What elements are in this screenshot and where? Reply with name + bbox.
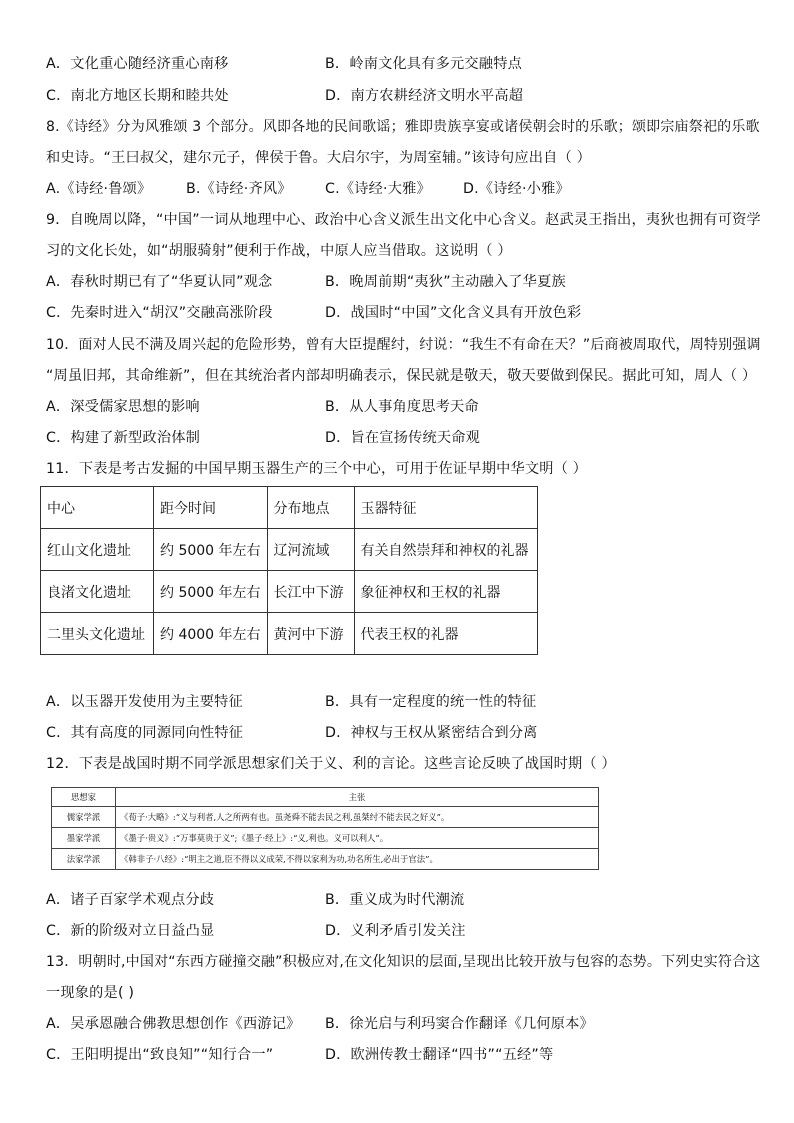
jade-centers-table (40, 486, 538, 655)
q8-stem-line2: 和史诗。“王曰叔父，建尔元子，俾侯于鲁。大启尔宇，为周室辅。”该诗句应出自（ ） (46, 150, 592, 166)
q12-option-a: A．诸子百家学术观点分歧 (46, 892, 215, 908)
q10-stem-line2: “周虽旧邦，其命维新”，但在其统治者内部却明确表示，保民就是敬天，敬天要做到保民。据此可知，周人（ ） (46, 368, 757, 384)
table-row (41, 529, 538, 571)
table-cell: 约 5000 年左右 (154, 529, 268, 571)
table-cell: 儒家学派 (52, 807, 116, 828)
q10-option-d: D．旨在宣扬传统天命观 (325, 430, 481, 446)
q10-stem-line1: 10．面对人民不满及周兴起的危险形势，曾有大臣提醒纣，纣说：“我生不有命在天？”后商被周取代，周特别强调 (46, 337, 761, 353)
table-cell: 二里头文化遗址 (41, 613, 154, 655)
table-cell: 有关自然崇拜和神权的礼器 (354, 529, 537, 571)
table-row (41, 613, 538, 655)
table-cell: 黄河中下游 (267, 613, 354, 655)
table-cell: 约 5000 年左右 (154, 571, 268, 613)
q9-stem-line1: 9．自晚周以降，“中国”一词从地理中心、政治中心含义派生出文化中心含义。赵武灵王指出，夷狄也拥有可资学 (46, 212, 761, 228)
yi-li-quotes-table (51, 787, 599, 870)
q13-option-d: D．欧洲传教士翻译“四书”“五经”等 (325, 1047, 554, 1063)
table-cell: 辽河流域 (267, 529, 354, 571)
q11-option-b: B．具有一定程度的统一性的特征 (325, 694, 537, 710)
q12-stem: 12．下表是战国时期不同学派思想家们关于义、利的言论。这些言论反映了战国时期（ ） (46, 756, 616, 772)
table-row (41, 571, 538, 613)
q7-option-b: B．岭南文化具有多元交融特点 (325, 56, 522, 72)
table-header-cell: 玉器特征 (354, 487, 537, 529)
table-header-cell: 距今时间 (154, 487, 268, 529)
q13-stem-line1: 13．明朝时,中国对“东西方碰撞交融”积极应对,在文化知识的层面,呈现出比较开放与包容的态势。下列史实符合这 (46, 954, 761, 970)
q8-option-b: B.《诗经·齐风》 (186, 181, 292, 197)
q7-option-d: D．南方农耕经济文明水平高超 (325, 88, 524, 104)
table-cell: 约 4000 年左右 (154, 613, 268, 655)
q9-option-b: B．晚周前期“夷狄”主动融入了华夏族 (325, 274, 566, 290)
q11-option-a: A．以玉器开发使用为主要特征 (46, 694, 243, 710)
table-cell: 象征神权和王权的礼器 (354, 571, 537, 613)
table-row (52, 828, 599, 849)
table-row (52, 807, 599, 828)
q11-stem: 11．下表是考古发掘的中国早期玉器生产的三个中心，可用于佐证早期中华文明（ ） (46, 461, 588, 477)
table-cell: 法家学派 (52, 849, 116, 870)
table-cell: 红山文化遗址 (41, 529, 154, 571)
table-cell: 良渚文化遗址 (41, 571, 154, 613)
table-cell: 《韩非子·八经》:“明主之道,臣不得以义成荣,不得以家利为功,功名所生,必出于官法”。 (116, 849, 599, 870)
q8-stem-line1: 8.《诗经》分为风雅颂 3 个部分。风即各地的民间歌谣；雅即贵族享宴或诸侯朝会时的乐歌；颂即宗庙祭祀的乐歌 (46, 119, 760, 135)
q9-option-d: D．战国时“中国”文化含义具有开放色彩 (325, 305, 582, 321)
q8-option-d: D.《诗经·小雅》 (463, 181, 570, 197)
q10-option-c: C．构建了新型政治体制 (46, 430, 200, 446)
table-header-cell: 主张 (116, 788, 599, 807)
q9-stem-line2: 习的文化长处，如“胡服骑射”便利于作战，中原人应当借取。这说明（ ） (46, 243, 512, 259)
q7-option-c: C．南北方地区长期和睦共处 (46, 88, 229, 104)
q12-option-d: D．义利矛盾引发关注 (325, 923, 466, 939)
q11-option-d: D．神权与王权从紧密结合到分离 (325, 725, 538, 741)
q12-option-c: C．新的阶级对立日益凸显 (46, 923, 215, 939)
q13-stem-line2: 一现象的是( ) (46, 985, 135, 1001)
q7-option-a: A．文化重心随经济重心南移 (46, 56, 229, 72)
q10-option-b: B．从人事角度思考天命 (325, 399, 479, 415)
q13-option-b: B．徐光启与利玛窦合作翻译《几何原本》 (325, 1016, 594, 1032)
table-header-cell: 中心 (41, 487, 154, 529)
q9-option-a: A．春秋时期已有了“华夏认同”观念 (46, 274, 273, 290)
table-header-cell: 分布地点 (267, 487, 354, 529)
q11-option-c: C．其有高度的同源同向性特征 (46, 725, 244, 741)
table-header-row (52, 788, 599, 807)
table-cell: 《墨子·贵义》:“万事莫贵于义”;《墨子·经上》:“义,利也。义可以利人”。 (116, 828, 599, 849)
table-header-row (41, 487, 538, 529)
table-row (52, 849, 599, 870)
q13-option-c: C．王阳明提出“致良知”“知行合一” (46, 1047, 274, 1063)
q13-option-a: A．吴承恩融合佛教思想创作《西游记》 (46, 1016, 301, 1032)
q8-option-c: C.《诗经·大雅》 (325, 181, 431, 197)
table-cell: 《荀子·大略》:“义与利者,人之所两有也。虽尧舜不能去民之利,虽桀纣不能去民之好义”。 (116, 807, 599, 828)
table-header-cell: 思想家 (52, 788, 116, 807)
table-cell: 墨家学派 (52, 828, 116, 849)
q9-option-c: C．先秦时进入“胡汉”交融高涨阶段 (46, 305, 273, 321)
table-cell: 长江中下游 (267, 571, 354, 613)
q10-option-a: A．深受儒家思想的影响 (46, 399, 200, 415)
table-cell: 代表王权的礼器 (354, 613, 537, 655)
q8-option-a: A.《诗经·鲁颂》 (46, 181, 152, 197)
q12-option-b: B．重义成为时代潮流 (325, 892, 465, 908)
